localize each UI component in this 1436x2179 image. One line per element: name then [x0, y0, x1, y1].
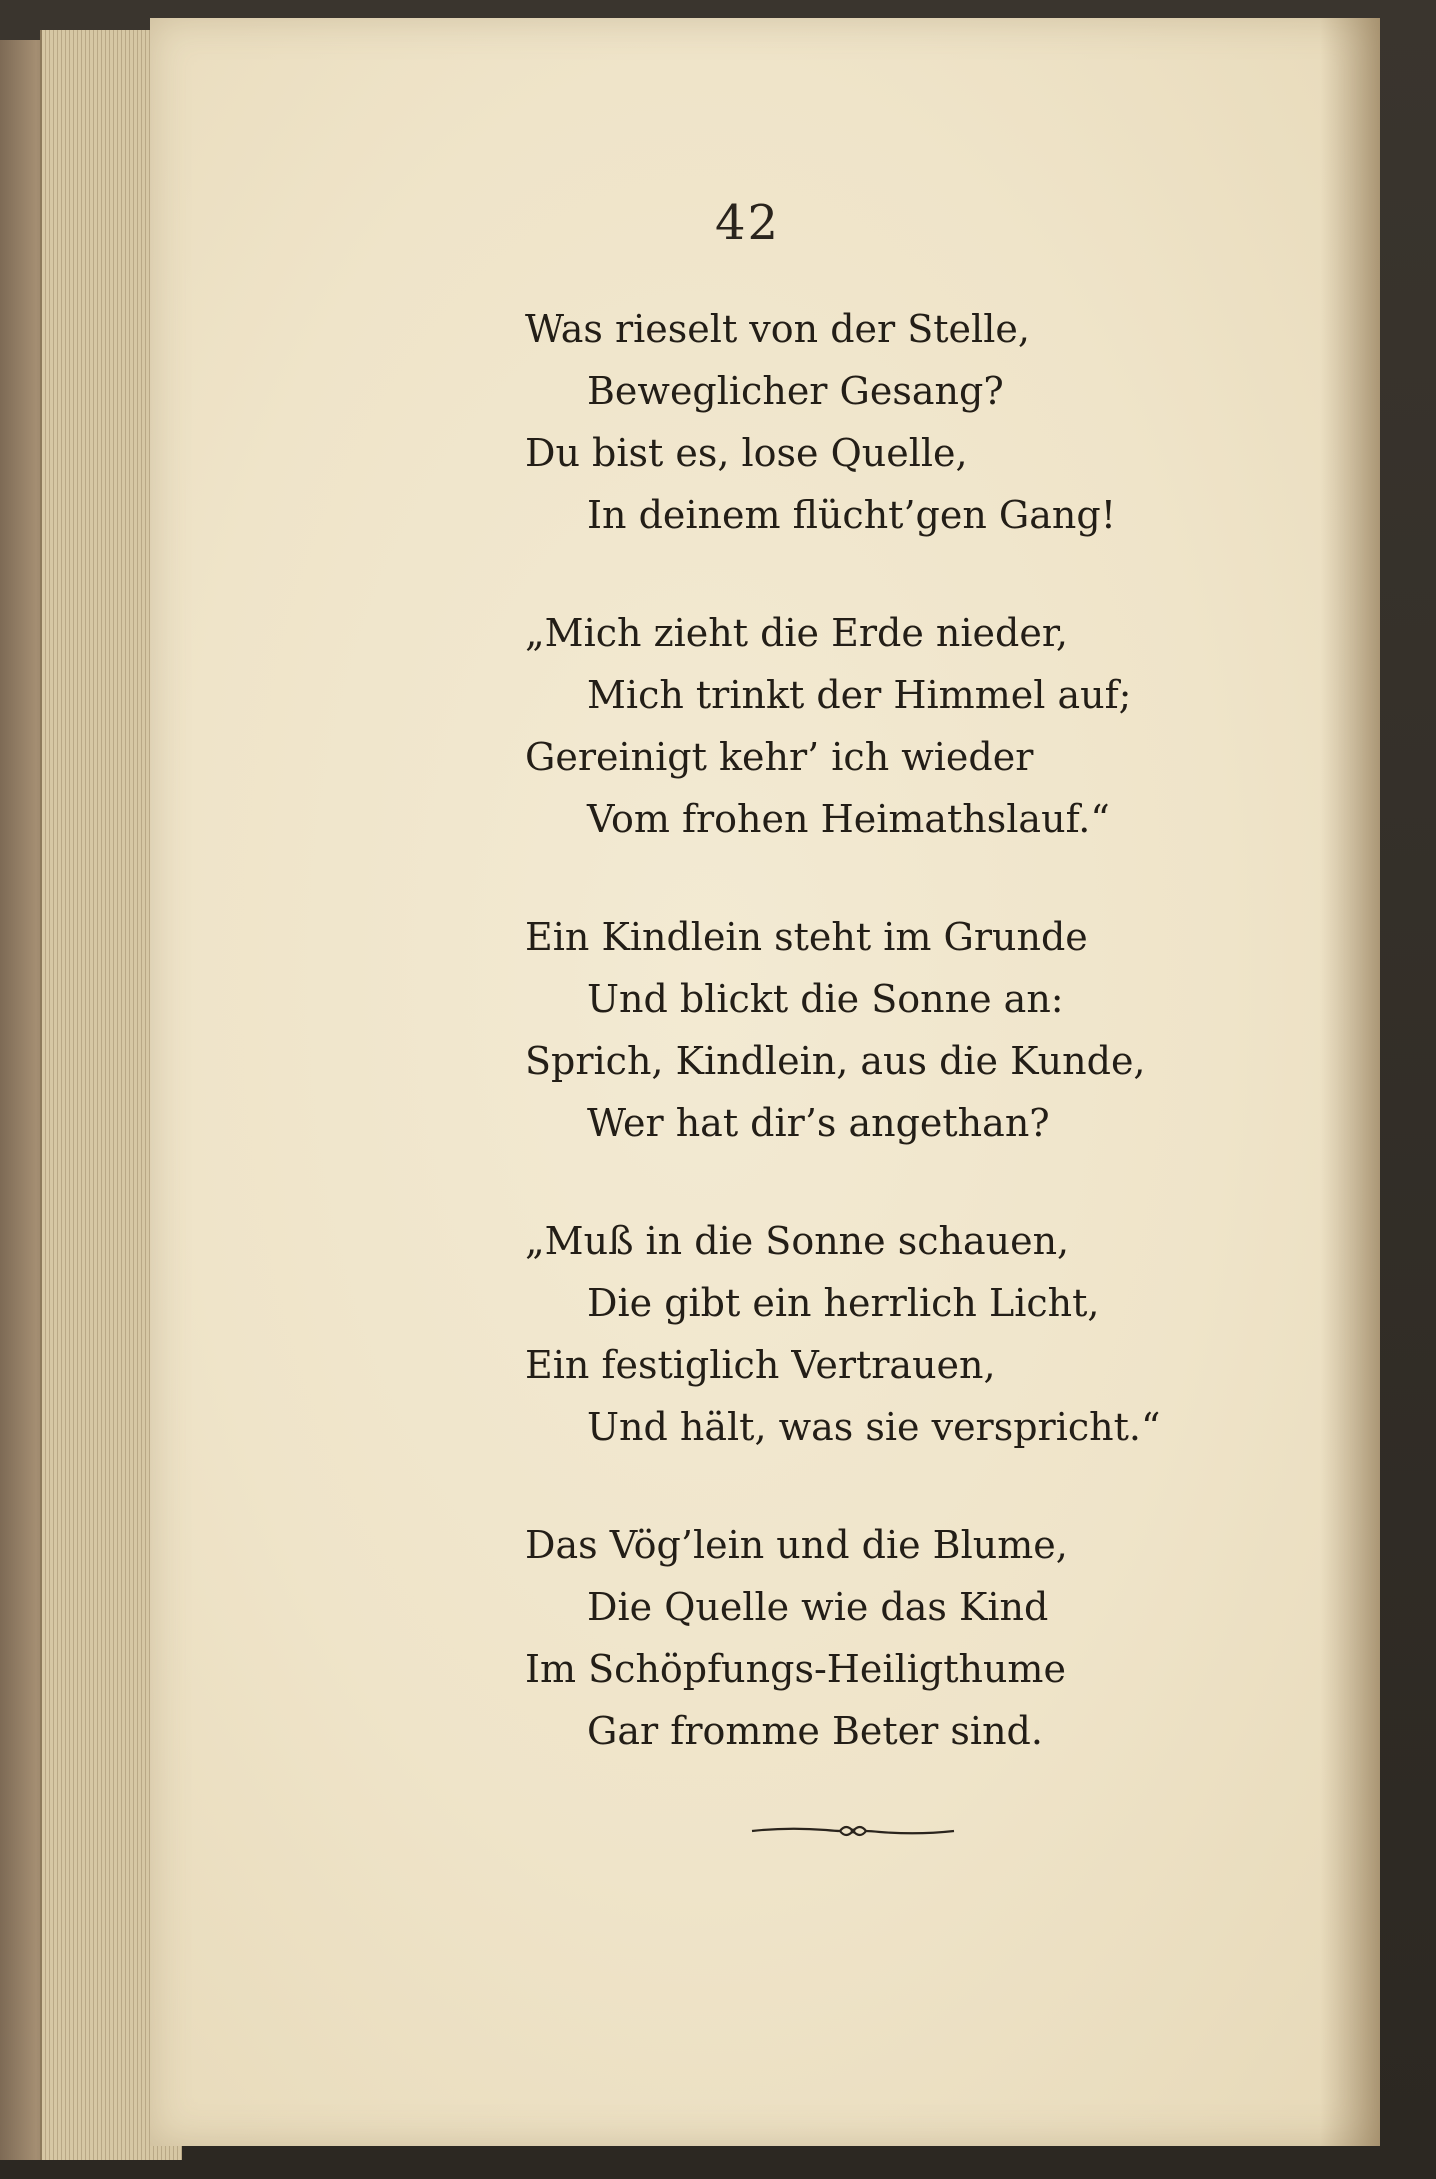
- stanza: [525, 906, 1285, 1154]
- poem-line: Ein Kindlein steht im Grunde: [525, 915, 1088, 959]
- stanza: [525, 298, 1285, 546]
- poem-line: Was rieselt von der Stelle,: [525, 307, 1030, 351]
- stanza: [525, 1210, 1285, 1458]
- poem-line: Und blickt die Sonne an:: [587, 977, 1064, 1021]
- poem-line: Du bist es, lose Quelle,: [525, 431, 968, 475]
- poem-line: Sprich, Kindlein, aus die Kunde,: [525, 1039, 1146, 1083]
- poem-line: Beweglicher Gesang?: [587, 369, 1004, 413]
- poem-line: In deinem flücht’gen Gang!: [587, 493, 1116, 537]
- poem-line: Ein festiglich Vertrauen,: [525, 1343, 996, 1387]
- tailpiece-ornament-icon: [748, 1818, 958, 1844]
- poem-line: Vom frohen Heimathslauf.“: [587, 797, 1110, 841]
- poem-line: Das Vög’lein und die Blume,: [525, 1523, 1068, 1567]
- stanza: [525, 602, 1285, 850]
- poem-line: Mich trinkt der Himmel auf;: [587, 673, 1132, 717]
- poem: [525, 298, 1285, 1818]
- page-gutter-shadow: [1320, 18, 1380, 2146]
- poem-line: „Mich zieht die Erde nieder,: [525, 611, 1068, 655]
- poem-line: Im Schöpfungs-Heiligthume: [525, 1647, 1066, 1691]
- poem-line: Gereinigt kehr’ ich wieder: [525, 735, 1034, 779]
- page-number: 42: [715, 195, 781, 251]
- poem-line: Wer hat dir’s angethan?: [587, 1101, 1050, 1145]
- stanza: [525, 1514, 1285, 1762]
- poem-line: „Muß in die Sonne schauen,: [525, 1219, 1070, 1263]
- poem-line: Die gibt ein herrlich Licht,: [587, 1281, 1100, 1325]
- poem-line: Gar fromme Beter sind.: [587, 1709, 1043, 1753]
- poem-line: Und hält, was sie verspricht.“: [587, 1405, 1161, 1449]
- poem-line: Die Quelle wie das Kind: [587, 1585, 1049, 1629]
